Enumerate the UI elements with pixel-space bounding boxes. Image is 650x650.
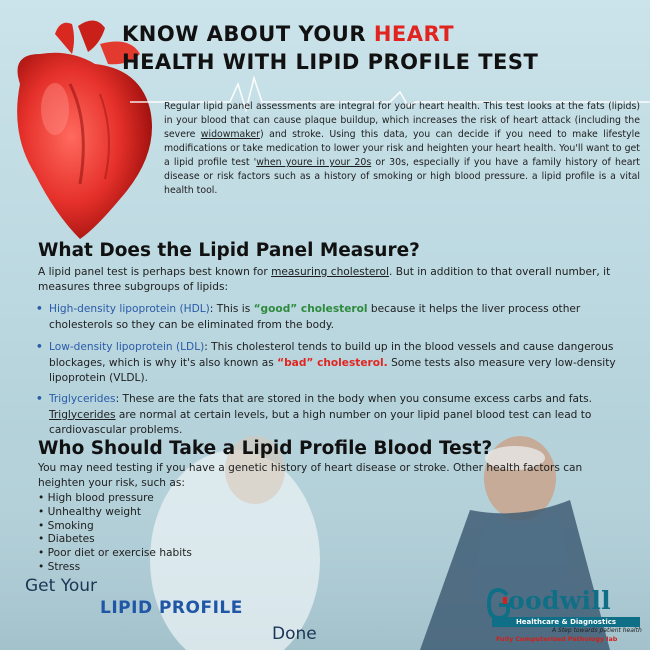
bullet: • bbox=[36, 341, 43, 353]
cta-line1: Get Your bbox=[25, 576, 97, 596]
list-item: • Poor diet or exercise habits bbox=[38, 547, 192, 561]
cta-line3: Done bbox=[272, 624, 317, 644]
list-item: • Smoking bbox=[38, 520, 192, 534]
logo-tagline: A Step towards patient health bbox=[552, 627, 642, 634]
ldl-term: Low-density lipoprotein (LDL) bbox=[49, 341, 205, 353]
list-item: • Stress bbox=[38, 561, 192, 575]
bullet: • bbox=[36, 393, 43, 405]
logo-bar: Healthcare & Diagnostics bbox=[492, 617, 640, 627]
measure-text-1: A lipid panel test is perhaps best known for bbox=[38, 266, 272, 278]
section-heading-who: Who Should Take a Lipid Profile Blood Test? bbox=[38, 438, 493, 459]
bullet: • bbox=[36, 303, 43, 315]
hdl-text-1: : This is bbox=[209, 303, 254, 315]
intro-text-2: ) and stroke. Using this data, you can decide if you need to make lifestyle modifications or take medication to lower your risk and heighten your heart health. You'll want to get a lipid profile test ' bbox=[164, 129, 640, 168]
good-cholesterol-label: “good” cholesterol bbox=[253, 303, 368, 315]
section-heading-measure: What Does the Lipid Panel Measure? bbox=[38, 240, 420, 261]
logo-name: oodwill bbox=[508, 586, 611, 615]
tri-text-2: are normal at certain levels, but a high number on your lipid panel blood test can lead to cardiovascular problems. bbox=[49, 408, 592, 436]
list-item: • Diabetes bbox=[38, 533, 192, 547]
title-line2: HEALTH WITH LIPID PROFILE TEST bbox=[122, 50, 539, 74]
intro-text-1: Regular lipid panel assessments are integral for your heart health. This test looks at the fats (lipids) in your blood that can cause plaque buildup, which increases the risk of heart attack (including the severe bbox=[164, 101, 640, 140]
goodwill-logo bbox=[486, 585, 646, 645]
measure-text-2: . But in addition to that overall number, it measures three subgroups of lipids: bbox=[38, 266, 611, 293]
hdl-term: High-density lipoprotein (HDL) bbox=[49, 303, 210, 315]
page-title bbox=[122, 20, 642, 76]
triglycerides-link[interactable]: Triglycerides bbox=[49, 408, 116, 421]
intro-paragraph bbox=[164, 100, 640, 198]
cta-line2: LIPID PROFILE bbox=[100, 598, 243, 618]
list-item: • Unhealthy weight bbox=[38, 506, 192, 520]
title-part1: KNOW ABOUT YOUR bbox=[122, 22, 374, 46]
ldl-text-2: Some tests also measure very low-density lipoprotein (VLDL). bbox=[49, 356, 616, 384]
list-item: • High blood pressure bbox=[38, 492, 192, 506]
ldl-text-1: : This cholesterol tends to build up in the blood vessels and cause dangerous blockages, which is why it's also known as bbox=[49, 341, 614, 369]
widowmaker-link[interactable]: widowmaker bbox=[200, 129, 261, 140]
logo-subtitle: Fully Computerised Pathology lab bbox=[496, 635, 618, 643]
list-item-hdl bbox=[36, 302, 622, 333]
measure-paragraph bbox=[38, 265, 618, 295]
bad-cholesterol-label: “bad” cholesterol. bbox=[277, 356, 388, 369]
twenties-link[interactable]: when youre in your 20s bbox=[256, 157, 372, 168]
measuring-cholesterol-link[interactable]: measuring cholesterol bbox=[271, 266, 389, 278]
who-paragraph: You may need testing if you have a genetic history of heart disease or stroke. Other health factors can heighten your risk, such as: bbox=[38, 462, 583, 489]
hdl-text-2: because it helps the liver process other cholesterols so they can be eliminated from the body. bbox=[49, 303, 581, 331]
intro-text-3: or 30s, especially if you have a family history of heart disease or risk factors such as a history of smoking or high blood pressure. a lipid profile is a vital health tool. bbox=[164, 157, 640, 196]
triglycerides-term: Triglycerides bbox=[49, 393, 116, 405]
list-item-triglycerides bbox=[36, 392, 622, 439]
risk-factor-list bbox=[38, 492, 192, 575]
list-item-ldl bbox=[36, 340, 622, 387]
tri-text-1: : These are the fats that are stored in the body when you consume excess carbs and fats. bbox=[115, 393, 593, 405]
title-highlight: HEART bbox=[373, 22, 455, 46]
